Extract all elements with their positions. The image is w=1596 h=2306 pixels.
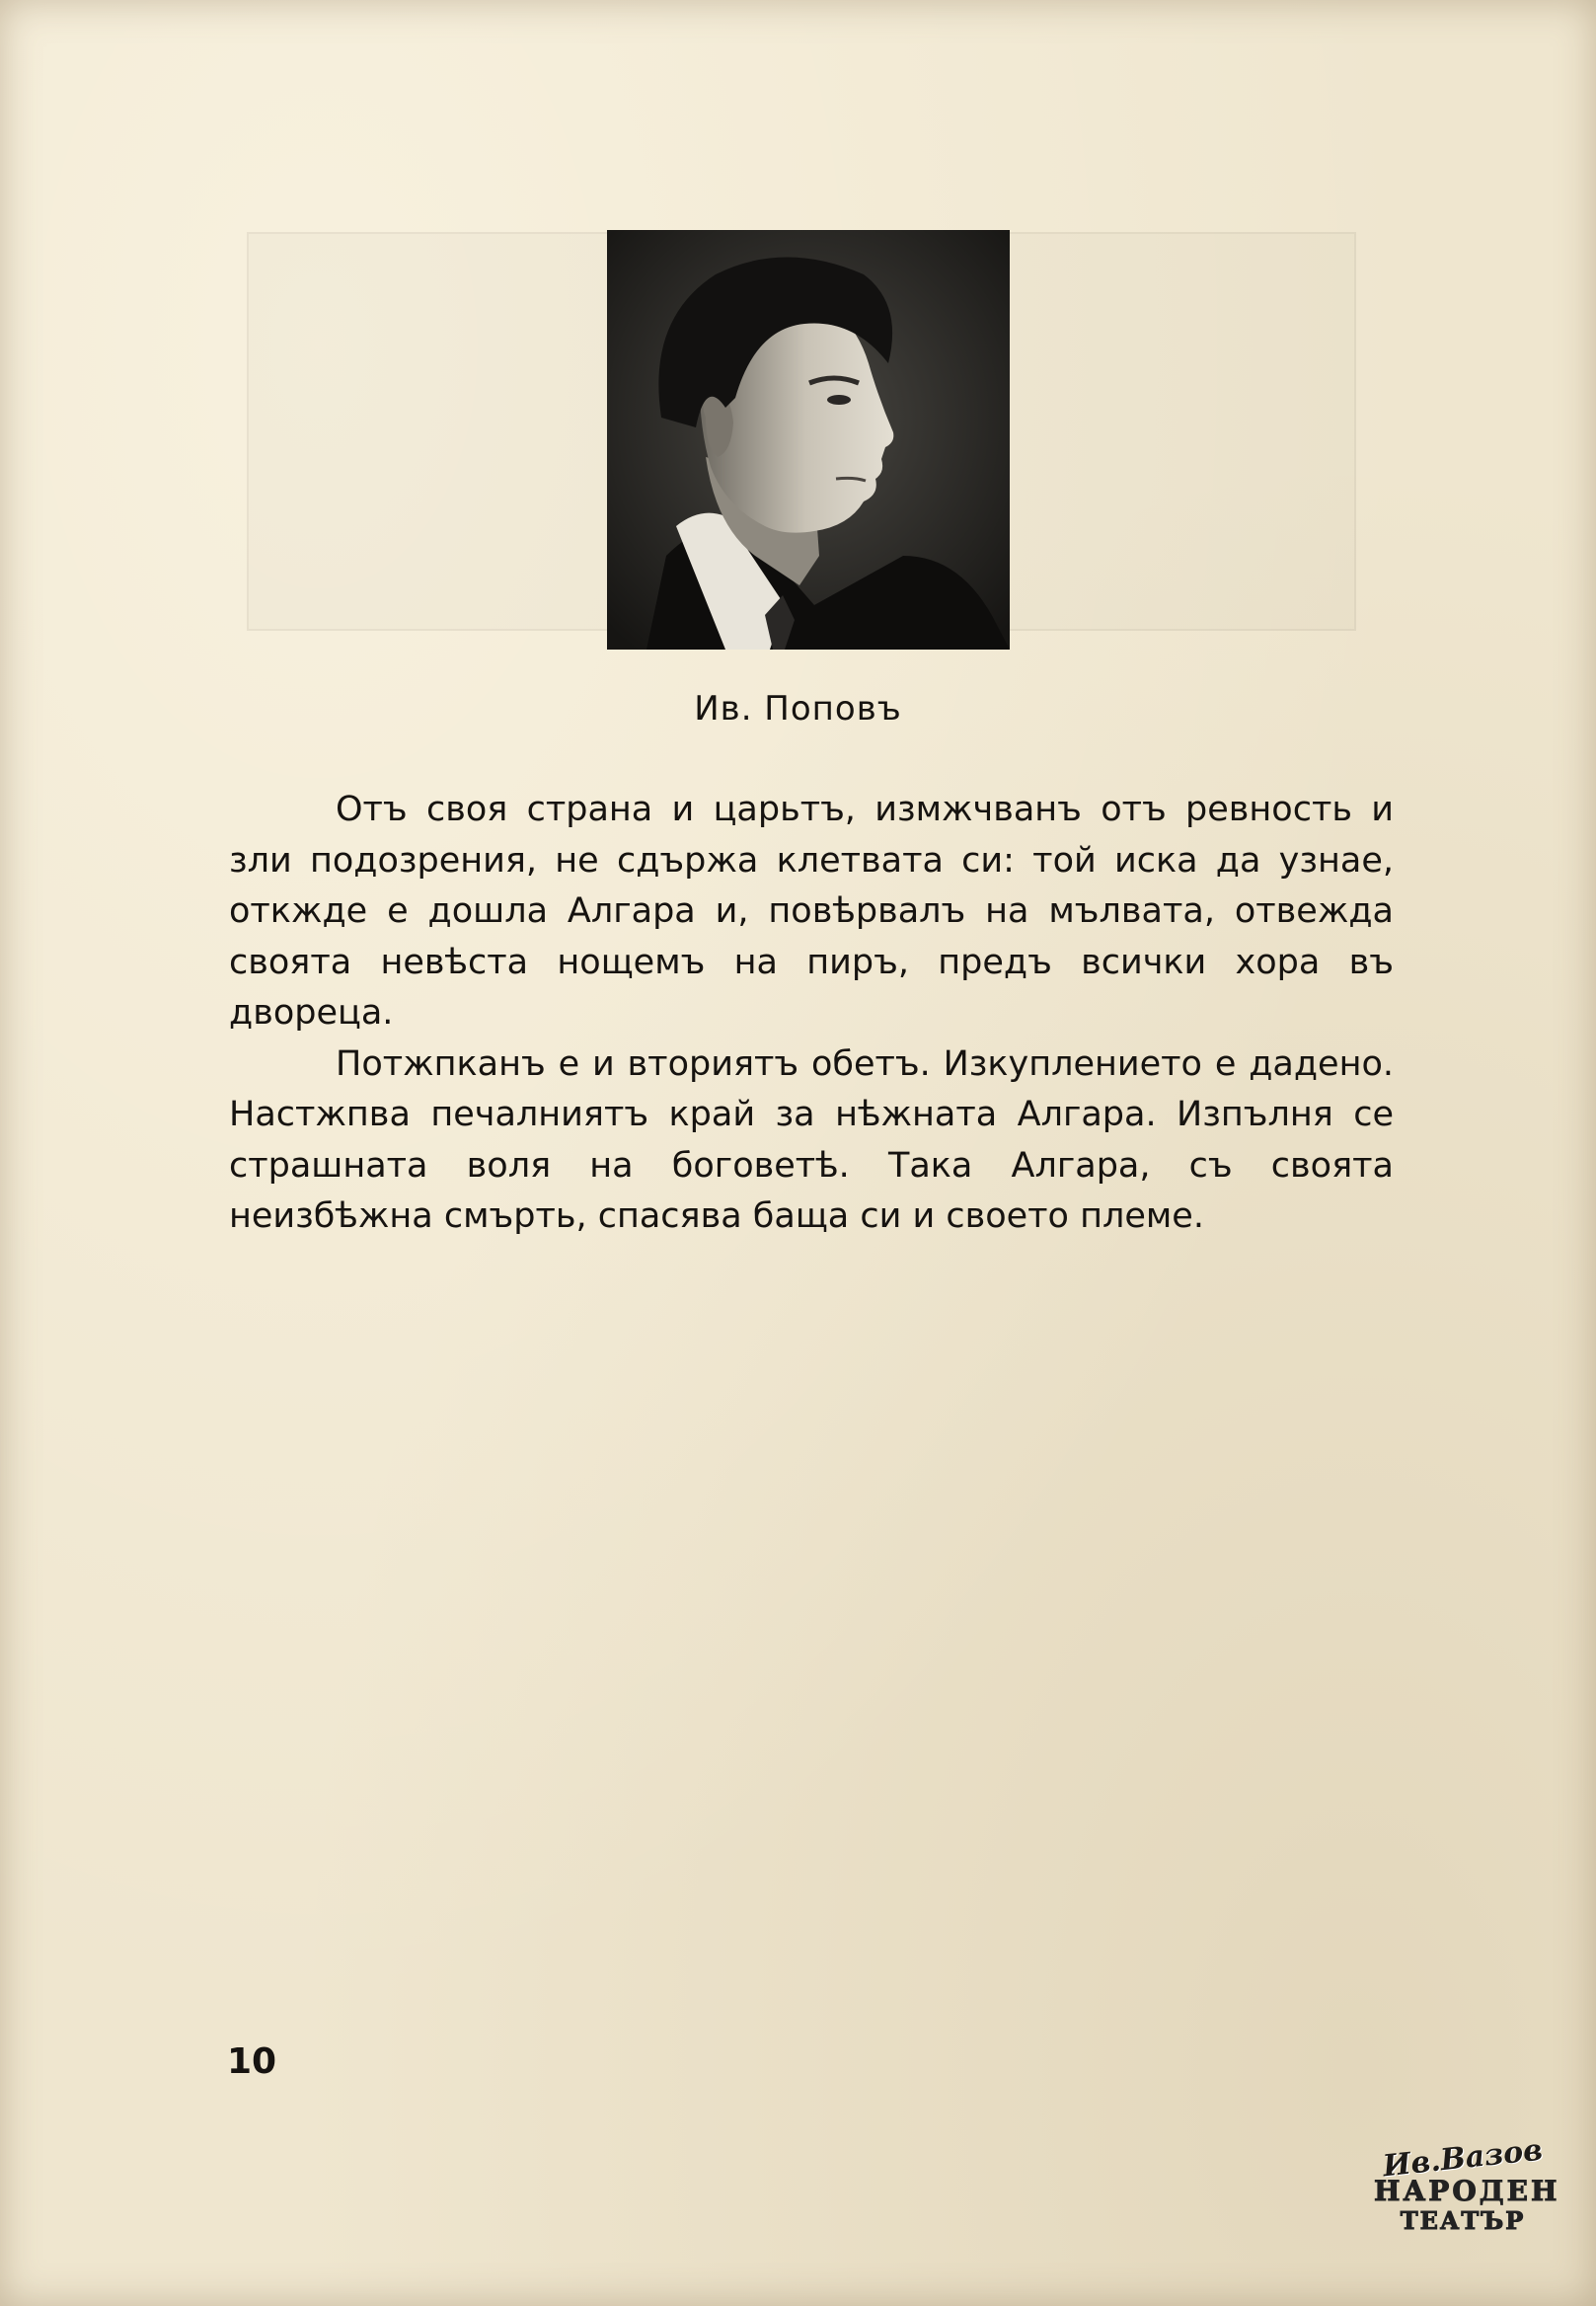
paragraph-1: Отъ своя страна и царьтъ, измжчванъ отъ ревность и зли подозрения, не сдържа клетвата си: той иска да узнае, откжде е дошла Алгара и, повѣрвалъ на мълвата, отвежда своята невѣста нощемъ на пиръ, предъ всички хора въ двореца. [229,790,1394,1033]
national-theatre-logo [1374,2132,1560,2270]
paragraph-2: Потжпканъ е и вториятъ обетъ. Изкуплението е дадено. Настжпва печалниятъ край за нѣжната Алгара. Изпълня се страшната воля на боговетѣ. Така Алгара, съ своята неизбѣжна смърть, спасява баща си и своето племе. [229,1043,1394,1236]
logo-line-1: НАРОДЕН [1374,2175,1560,2207]
portrait-image [607,230,1010,650]
portrait-caption: Ив. Поповъ [694,689,902,729]
page-number: 10 [227,2041,277,2082]
logo-signature: Ив.Вазов [1381,2132,1545,2185]
portrait-photo [607,230,1010,650]
logo-line-2: ТЕАТЪР [1400,2206,1526,2235]
body-text [229,785,1394,1243]
